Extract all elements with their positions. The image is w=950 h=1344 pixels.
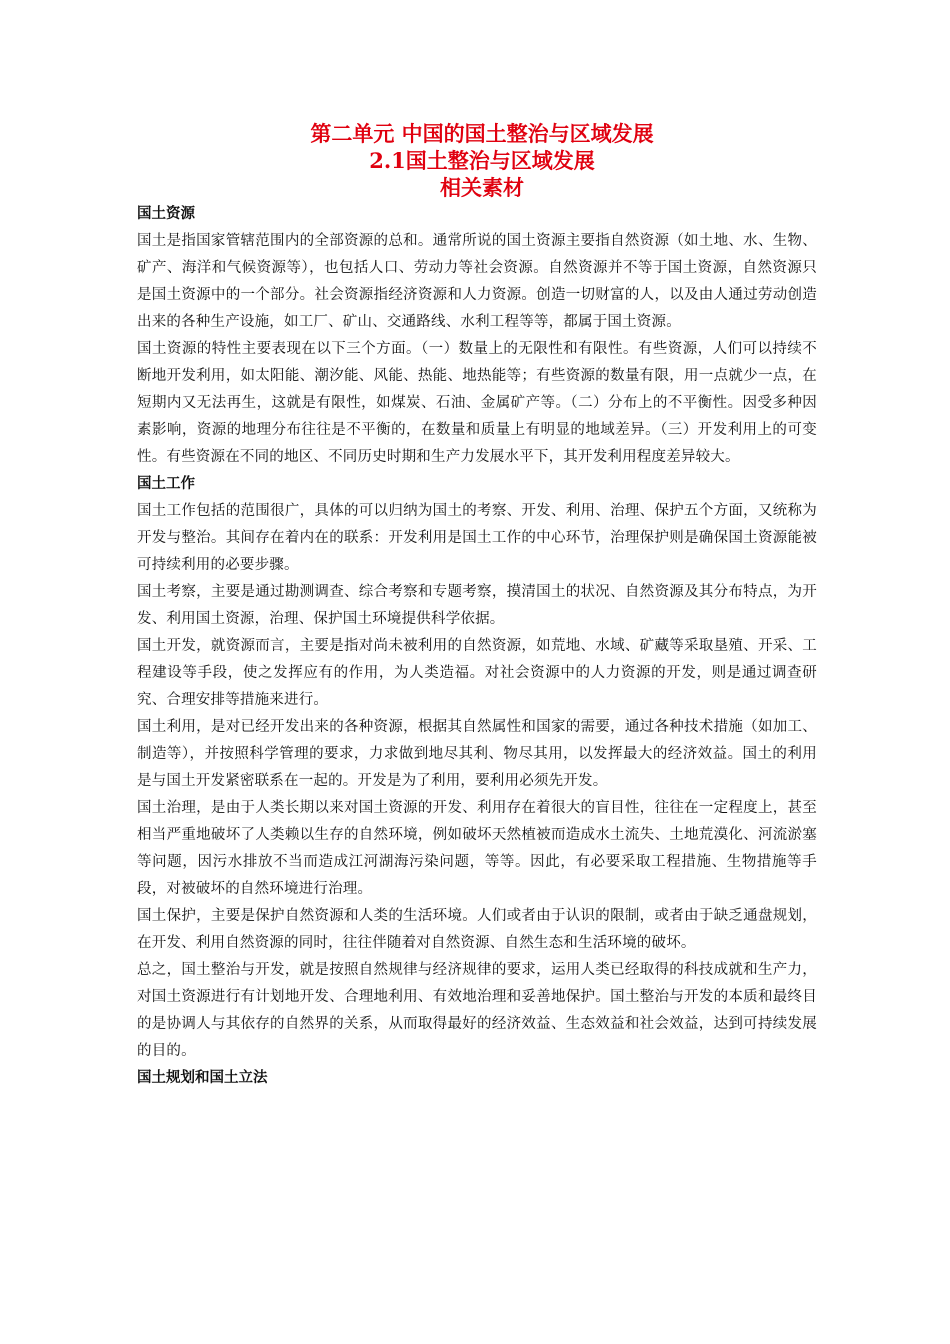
section-heading: 国土规划和国土立法	[137, 1070, 268, 1086]
section-planning-legislation	[137, 1065, 817, 1092]
paragraph: 国土资源的特性主要表现在以下三个方面。（一）数量上的无限性和有限性。有些资源，人们可以持续不断地开发利用，如太阳能、潮汐能、风能、热能、地热能等；有些资源的数量有限，用一点就少一点，在短期内又无法再生，这就是有限性，如煤炭、石油、金属矿产等。（二）分布上的不平衡性。因受多种因素影响，资源的地理分布往往是不平衡的，在数量和质量上有明显的地域差异。（三）开发利用上的可变性。有些资源在不同的地区、不同历史时期和生产力发展水平下，其开发利用程度差异较大。	[137, 341, 817, 465]
paragraph: 国土是指国家管辖范围内的全部资源的总和。通常所说的国土资源主要指自然资源（如土地、水、生物、矿产、海洋和气候资源等），也包括人口、劳动力等社会资源。自然资源并不等于国土资源，自然资源只是国土资源中的一个部分。社会资源指经济资源和人力资源。创造一切财富的人，以及由人通过劳动创造出来的各种生产设施，如工厂、矿山、交通路线、水利工程等等，都属于国土资源。	[137, 233, 817, 330]
paragraph: 国土保护，主要是保护自然资源和人类的生活环境。人们或者由于认识的限制，或者由于缺乏通盘规划，在开发、利用自然资源的同时，往往伴随着对自然资源、自然生态和生活环境的破坏。	[137, 908, 817, 951]
unit-title: 第二单元 中国的国土整治与区域发展	[310, 121, 654, 146]
paragraph: 国土开发，就资源而言，主要是指对尚未被利用的自然资源，如荒地、水域、矿藏等采取垦殖、开采、工程建设等手段，使之发挥应有的作用，为人类造福。对社会资源中的人力资源的开发，则是通过调查研究、合理安排等措施来进行。	[137, 638, 817, 708]
section-heading: 国土资源	[137, 206, 195, 222]
section-heading: 国土工作	[137, 476, 195, 492]
subtitle: 相关素材	[440, 175, 524, 200]
section-land-work	[137, 471, 817, 1065]
paragraph: 国土考察，主要是通过勘测调查、综合考察和专题考察，摸清国土的状况、自然资源及其分布特点，为开发、利用国土资源，治理、保护国土环境提供科学依据。	[137, 584, 817, 627]
paragraph: 总之，国土整治与开发，就是按照自然规律与经济规律的要求，运用人类已经取得的科技成就和生产力，对国土资源进行有计划地开发、合理地利用、有效地治理和妥善地保护。国土整治与开发的本质和最终目的是协调人与其依存的自然界的关系，从而取得最好的经济效益、生态效益和社会效益，达到可持续发展的目的。	[137, 962, 817, 1059]
section-land-resources	[137, 201, 817, 471]
title-block	[147, 120, 817, 201]
paragraph: 国土利用，是对已经开发出来的各种资源，根据其自然属性和国家的需要，通过各种技术措施（如加工、制造等），并按照科学管理的要求，力求做到地尽其利、物尽其用，以发挥最大的经济效益。国土的利用是与国土开发紧密联系在一起的。开发是为了利用，要利用必须先开发。	[137, 719, 817, 789]
lesson-title: 2.1国土整治与区域发展	[369, 148, 595, 173]
paragraph: 国土治理，是由于人类长期以来对国土资源的开发、利用存在着很大的盲目性，往往在一定程度上，甚至相当严重地破坏了人类赖以生存的自然环境，例如破坏天然植被而造成水土流失、土地荒漠化、河流淤塞等问题，因污水排放不当而造成江河湖海污染问题，等等。因此，有必要采取工程措施、生物措施等手段，对被破坏的自然环境进行治理。	[137, 800, 817, 897]
paragraph: 国土工作包括的范围很广，具体的可以归纳为国土的考察、开发、利用、治理、保护五个方面，又统称为开发与整治。其间存在着内在的联系：开发利用是国土工作的中心环节，治理保护则是确保国土资源能被可持续利用的必要步骤。	[137, 503, 817, 573]
document-page	[137, 120, 817, 1092]
